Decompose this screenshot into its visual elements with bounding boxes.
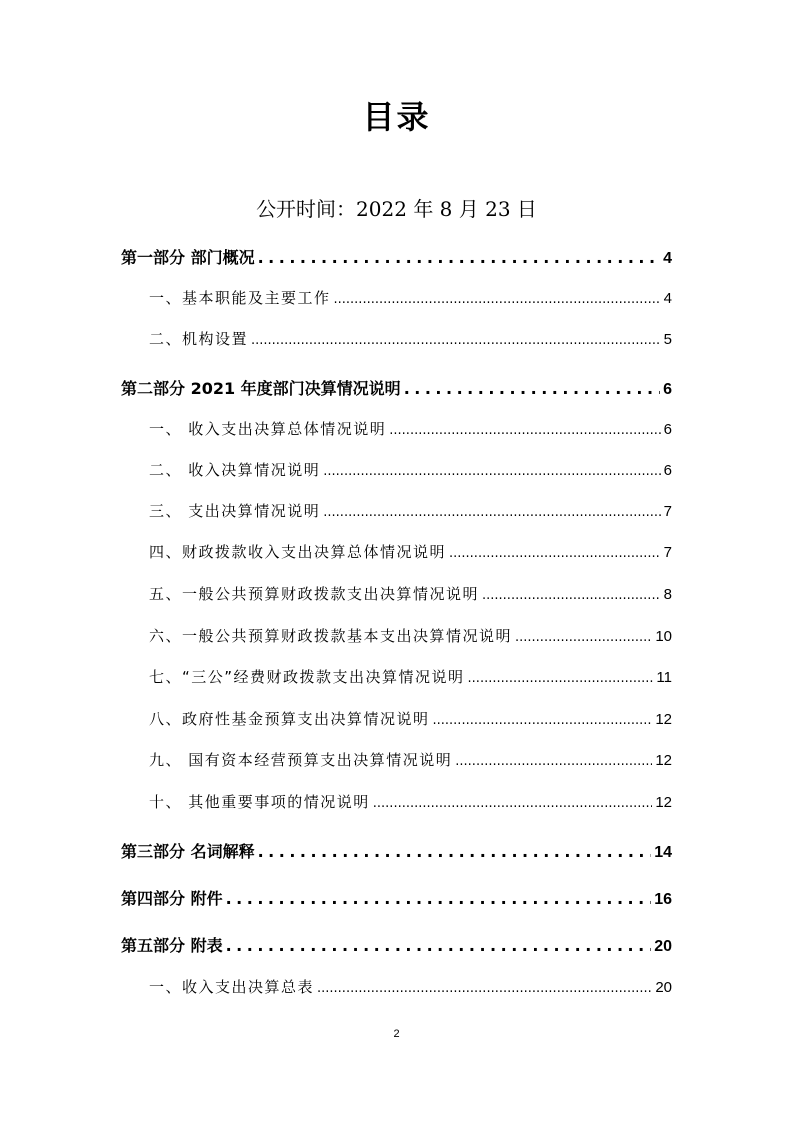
toc-entry-page: 7	[663, 503, 672, 520]
toc-entry-page: 20	[655, 979, 672, 996]
dot-leader	[226, 889, 652, 908]
dot-leader	[226, 936, 652, 955]
toc-entry-label: 九、 国有资本经营预算支出决算情况说明	[149, 751, 453, 769]
toc-entry[interactable]	[121, 839, 672, 862]
dot-leader	[389, 423, 660, 438]
toc-entry-page: 4	[663, 290, 672, 307]
toc-entry[interactable]	[149, 500, 672, 521]
dot-leader	[334, 292, 661, 307]
dot-leader	[251, 333, 661, 348]
toc-entry[interactable]	[149, 708, 672, 729]
toc-entry-label: 第二部分 2021 年度部门决算情况说明	[121, 379, 401, 398]
toc-entry-label: 第三部分 名词解释	[121, 842, 255, 861]
toc-entry-label: 十、 其他重要事项的情况说明	[149, 793, 370, 811]
toc-entry-label: 第四部分 附件	[121, 889, 223, 908]
toc-entry-page: 6	[663, 381, 672, 398]
dot-leader	[317, 981, 652, 996]
dot-leader	[373, 796, 653, 811]
toc-entry-label: 一、基本职能及主要工作	[149, 289, 331, 307]
toc-entry-page: 12	[655, 752, 672, 769]
toc-entry[interactable]	[149, 625, 672, 646]
toc-entry-page: 12	[655, 711, 672, 728]
toc-entry[interactable]	[149, 541, 672, 562]
toc-entry[interactable]	[149, 791, 672, 812]
toc-entry-label: 五、一般公共预算财政拨款支出决算情况说明	[149, 585, 480, 603]
toc-entry-page: 10	[655, 628, 672, 645]
toc-entry-page: 4	[663, 250, 672, 267]
dot-leader	[449, 546, 661, 561]
toc-entry[interactable]	[149, 583, 672, 604]
toc-entry-label: 八、政府性基金预算支出决算情况说明	[149, 710, 430, 728]
toc-entry-page: 5	[663, 331, 672, 348]
toc-entry-page: 7	[663, 544, 672, 561]
toc-entry-page: 11	[656, 669, 672, 686]
toc-entry[interactable]	[149, 418, 672, 439]
toc-entry[interactable]	[149, 459, 672, 480]
toc-entry-page: 16	[654, 891, 672, 908]
toc-entry[interactable]	[149, 666, 672, 687]
toc-entry[interactable]	[121, 933, 672, 956]
toc-entry-label: 一、 收入支出决算总体情况说明	[149, 420, 387, 438]
toc-entry-label: 一、收入支出决算总表	[149, 978, 315, 996]
toc-entry[interactable]	[121, 886, 672, 909]
toc-entry[interactable]	[149, 749, 672, 770]
dot-leader	[258, 842, 652, 861]
page-number: 2	[393, 1028, 400, 1040]
toc-entry-label: 七、“三公”经费财政拨款支出决算情况说明	[149, 668, 465, 686]
dot-leader	[258, 248, 661, 267]
page-title: 目录	[362, 98, 431, 136]
toc-entry-page: 12	[655, 794, 672, 811]
dot-leader	[455, 754, 652, 769]
toc-entry-label: 第一部分 部门概况	[121, 248, 255, 267]
dot-leader	[404, 379, 660, 398]
toc-entry-page: 6	[663, 462, 672, 479]
dot-leader	[323, 505, 660, 520]
toc-entry-page: 14	[654, 844, 672, 861]
toc-entry[interactable]	[149, 287, 672, 308]
toc-entry-label: 六、一般公共预算财政拨款基本支出决算情况说明	[149, 627, 513, 645]
dot-leader	[468, 671, 654, 686]
dot-leader	[433, 713, 653, 728]
toc-entry[interactable]	[149, 328, 672, 349]
toc-entry-page: 20	[654, 938, 672, 955]
toc-entry-label: 第五部分 附表	[121, 936, 223, 955]
toc-entry[interactable]	[149, 976, 672, 997]
toc-entry-label: 二、 收入决算情况说明	[149, 461, 321, 479]
dot-leader	[515, 630, 652, 645]
toc-entry-label: 四、财政拨款收入支出决算总体情况说明	[149, 543, 447, 561]
toc-entry-page: 8	[663, 586, 672, 603]
publish-date: 公开时间：2022 年 8 月 23 日	[256, 197, 537, 221]
toc-entry-label: 三、 支出决算情况说明	[149, 502, 321, 520]
toc-entry-label: 二、机构设置	[149, 330, 249, 348]
toc-entry[interactable]	[121, 245, 672, 268]
toc-entry[interactable]	[121, 376, 672, 399]
dot-leader	[482, 588, 661, 603]
toc-entry-page: 6	[663, 421, 672, 438]
dot-leader	[323, 464, 660, 479]
